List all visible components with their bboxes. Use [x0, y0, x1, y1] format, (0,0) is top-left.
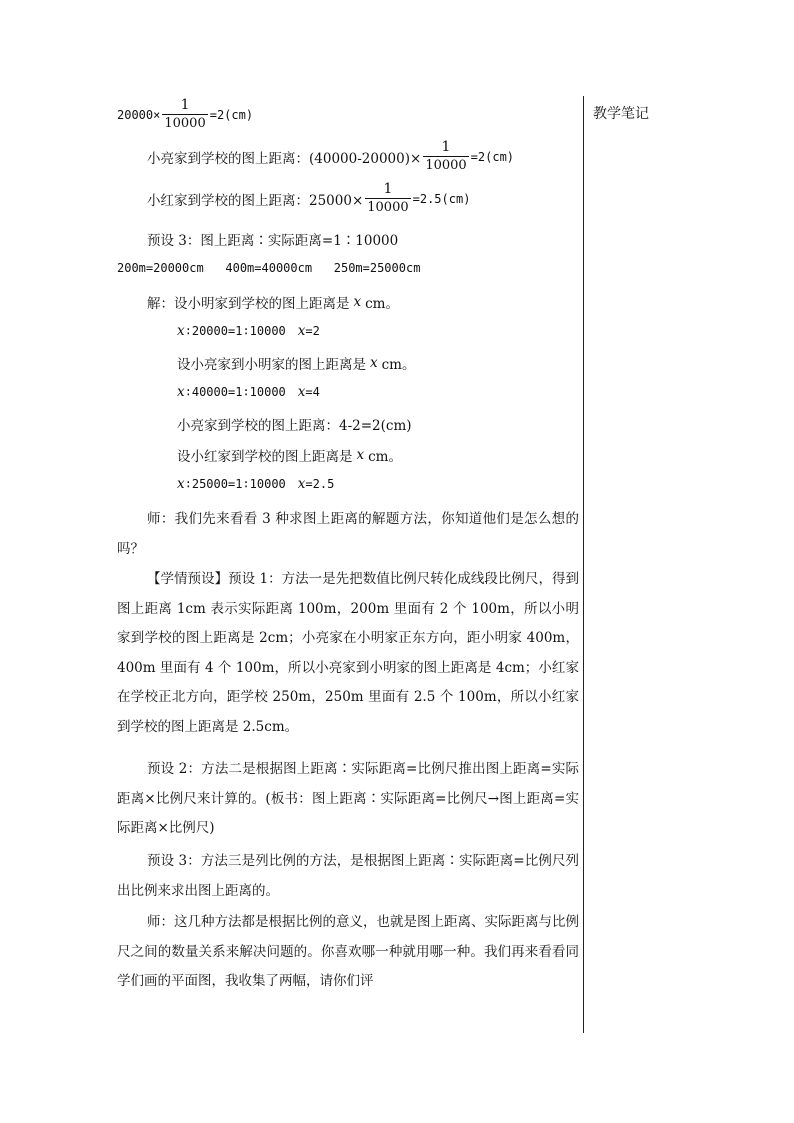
equation-1-result: =2: [305, 324, 320, 338]
variable-x: x: [297, 476, 306, 492]
variable-x: x: [177, 384, 185, 400]
variable-x: x: [370, 355, 378, 371]
calc-line-1-result: =2(cm): [209, 107, 254, 122]
unit-cm: cm。: [381, 357, 416, 373]
equation-1-ratio: ∶20000=1∶10000: [184, 324, 286, 338]
equation-2-ratio: ∶40000=1∶10000: [184, 385, 286, 399]
fraction-3: [365, 180, 410, 217]
fraction-1-denominator: 10000: [164, 116, 206, 131]
xueqing-preset-paragraph: 【学情预设】预设 1：方法一是先把数值比例尺转化成线段比例尺，得到图上距离 1cm 表示实际距离 100m，200m 里面有 2 个 100m，所以小明家到学校的图上距离是 2cm；小亮家在小明家正东方向，距小明家 400m，400m 里面有 4 个 100m，所以小亮家到小明家的图上距离是 4cm；小红家在学校正北方向，距学校 250m，250m 里面有 2.5 个 100m，所以小红家到学校的图上距离是 2.5cm。: [117, 571, 579, 735]
calc-line-2-prefix: 小亮家到学校的图上距离：(40000-20000)×: [147, 150, 422, 167]
set-line-3-prefix: 设小红家到学校的图上距离是: [177, 449, 353, 465]
equation-3-result: =2.5: [305, 477, 335, 491]
calc-line-3-result: =2.5(cm): [412, 191, 471, 206]
calc-line-2: [147, 138, 514, 175]
solve-prefix: 解：设小明家到学校的图上距离是: [147, 296, 350, 312]
equation-2: [177, 384, 320, 400]
variable-x: x: [297, 384, 306, 400]
solve-line: [147, 292, 399, 312]
variable-x: x: [353, 294, 362, 310]
unit-cm: cm。: [368, 449, 402, 465]
fraction-3-numerator: 1: [383, 181, 393, 197]
variable-x: x: [356, 447, 365, 463]
fraction-1: [162, 96, 207, 133]
fraction-2-numerator: 1: [441, 139, 451, 155]
fraction-3-denominator: 10000: [367, 200, 409, 215]
preset2-paragraph: 预设 2：方法二是根据图上距离∶实际距离=比例尺推出图上距离=实际距离×比例尺来计算的。(板书：图上距离∶实际距离=比例尺→图上距离=实际距离×比例尺): [117, 761, 579, 836]
variable-x: x: [177, 323, 185, 339]
calc-line-1: [117, 96, 253, 133]
calc-line-3-prefix: 小红家到学校的图上距离：25000×: [147, 192, 364, 209]
set-line-3: [177, 445, 402, 465]
notes-divider: [583, 96, 584, 1033]
xiaoliang-distance-line: 小亮家到学校的图上距离：4-2=2(cm): [177, 418, 412, 434]
set-line-2-prefix: 设小亮家到小明家的图上距离是: [177, 357, 366, 373]
fraction-2: [423, 138, 468, 175]
variable-x: x: [297, 323, 306, 339]
calc-line-1-prefix: 20000×: [117, 107, 161, 122]
variable-x: x: [177, 476, 185, 492]
fraction-2-denominator: 10000: [425, 158, 467, 173]
equation-1: [177, 323, 320, 339]
equation-3-ratio: ∶25000=1∶10000: [184, 477, 286, 491]
equation-2-result: =4: [305, 385, 320, 399]
calc-line-3: [147, 180, 470, 217]
set-line-2: [177, 353, 416, 373]
preset3-method-paragraph: 预设 3：方法三是列比例的方法，是根据图上距离∶实际距离=比例尺列出比例来求出图上距离的。: [117, 853, 579, 899]
preset3-title: 预设 3：图上距离∶实际距离=1∶10000: [147, 233, 399, 249]
teaching-notes-label: 教学笔记: [593, 106, 649, 122]
teacher-question-paragraph: 师：我们先来看看 3 种求图上距离的解题方法，你知道他们是怎么想的吗？: [117, 511, 579, 557]
teacher-summary-paragraph: 师：这几种方法都是根据比例的意义，也就是图上距离、实际距离与比例尺之间的数量关系来解决问题的。你喜欢哪一种就用哪一种。我们再来看看同学们画的平面图，我收集了两幅，请你们评: [117, 914, 579, 989]
unit-conversion-line: 200m=20000cm 400m=40000cm 250m=25000cm: [117, 261, 421, 275]
unit-cm: cm。: [365, 296, 399, 312]
calc-line-2-result: =2(cm): [470, 149, 515, 164]
equation-3: [177, 476, 334, 492]
fraction-1-numerator: 1: [180, 97, 190, 113]
